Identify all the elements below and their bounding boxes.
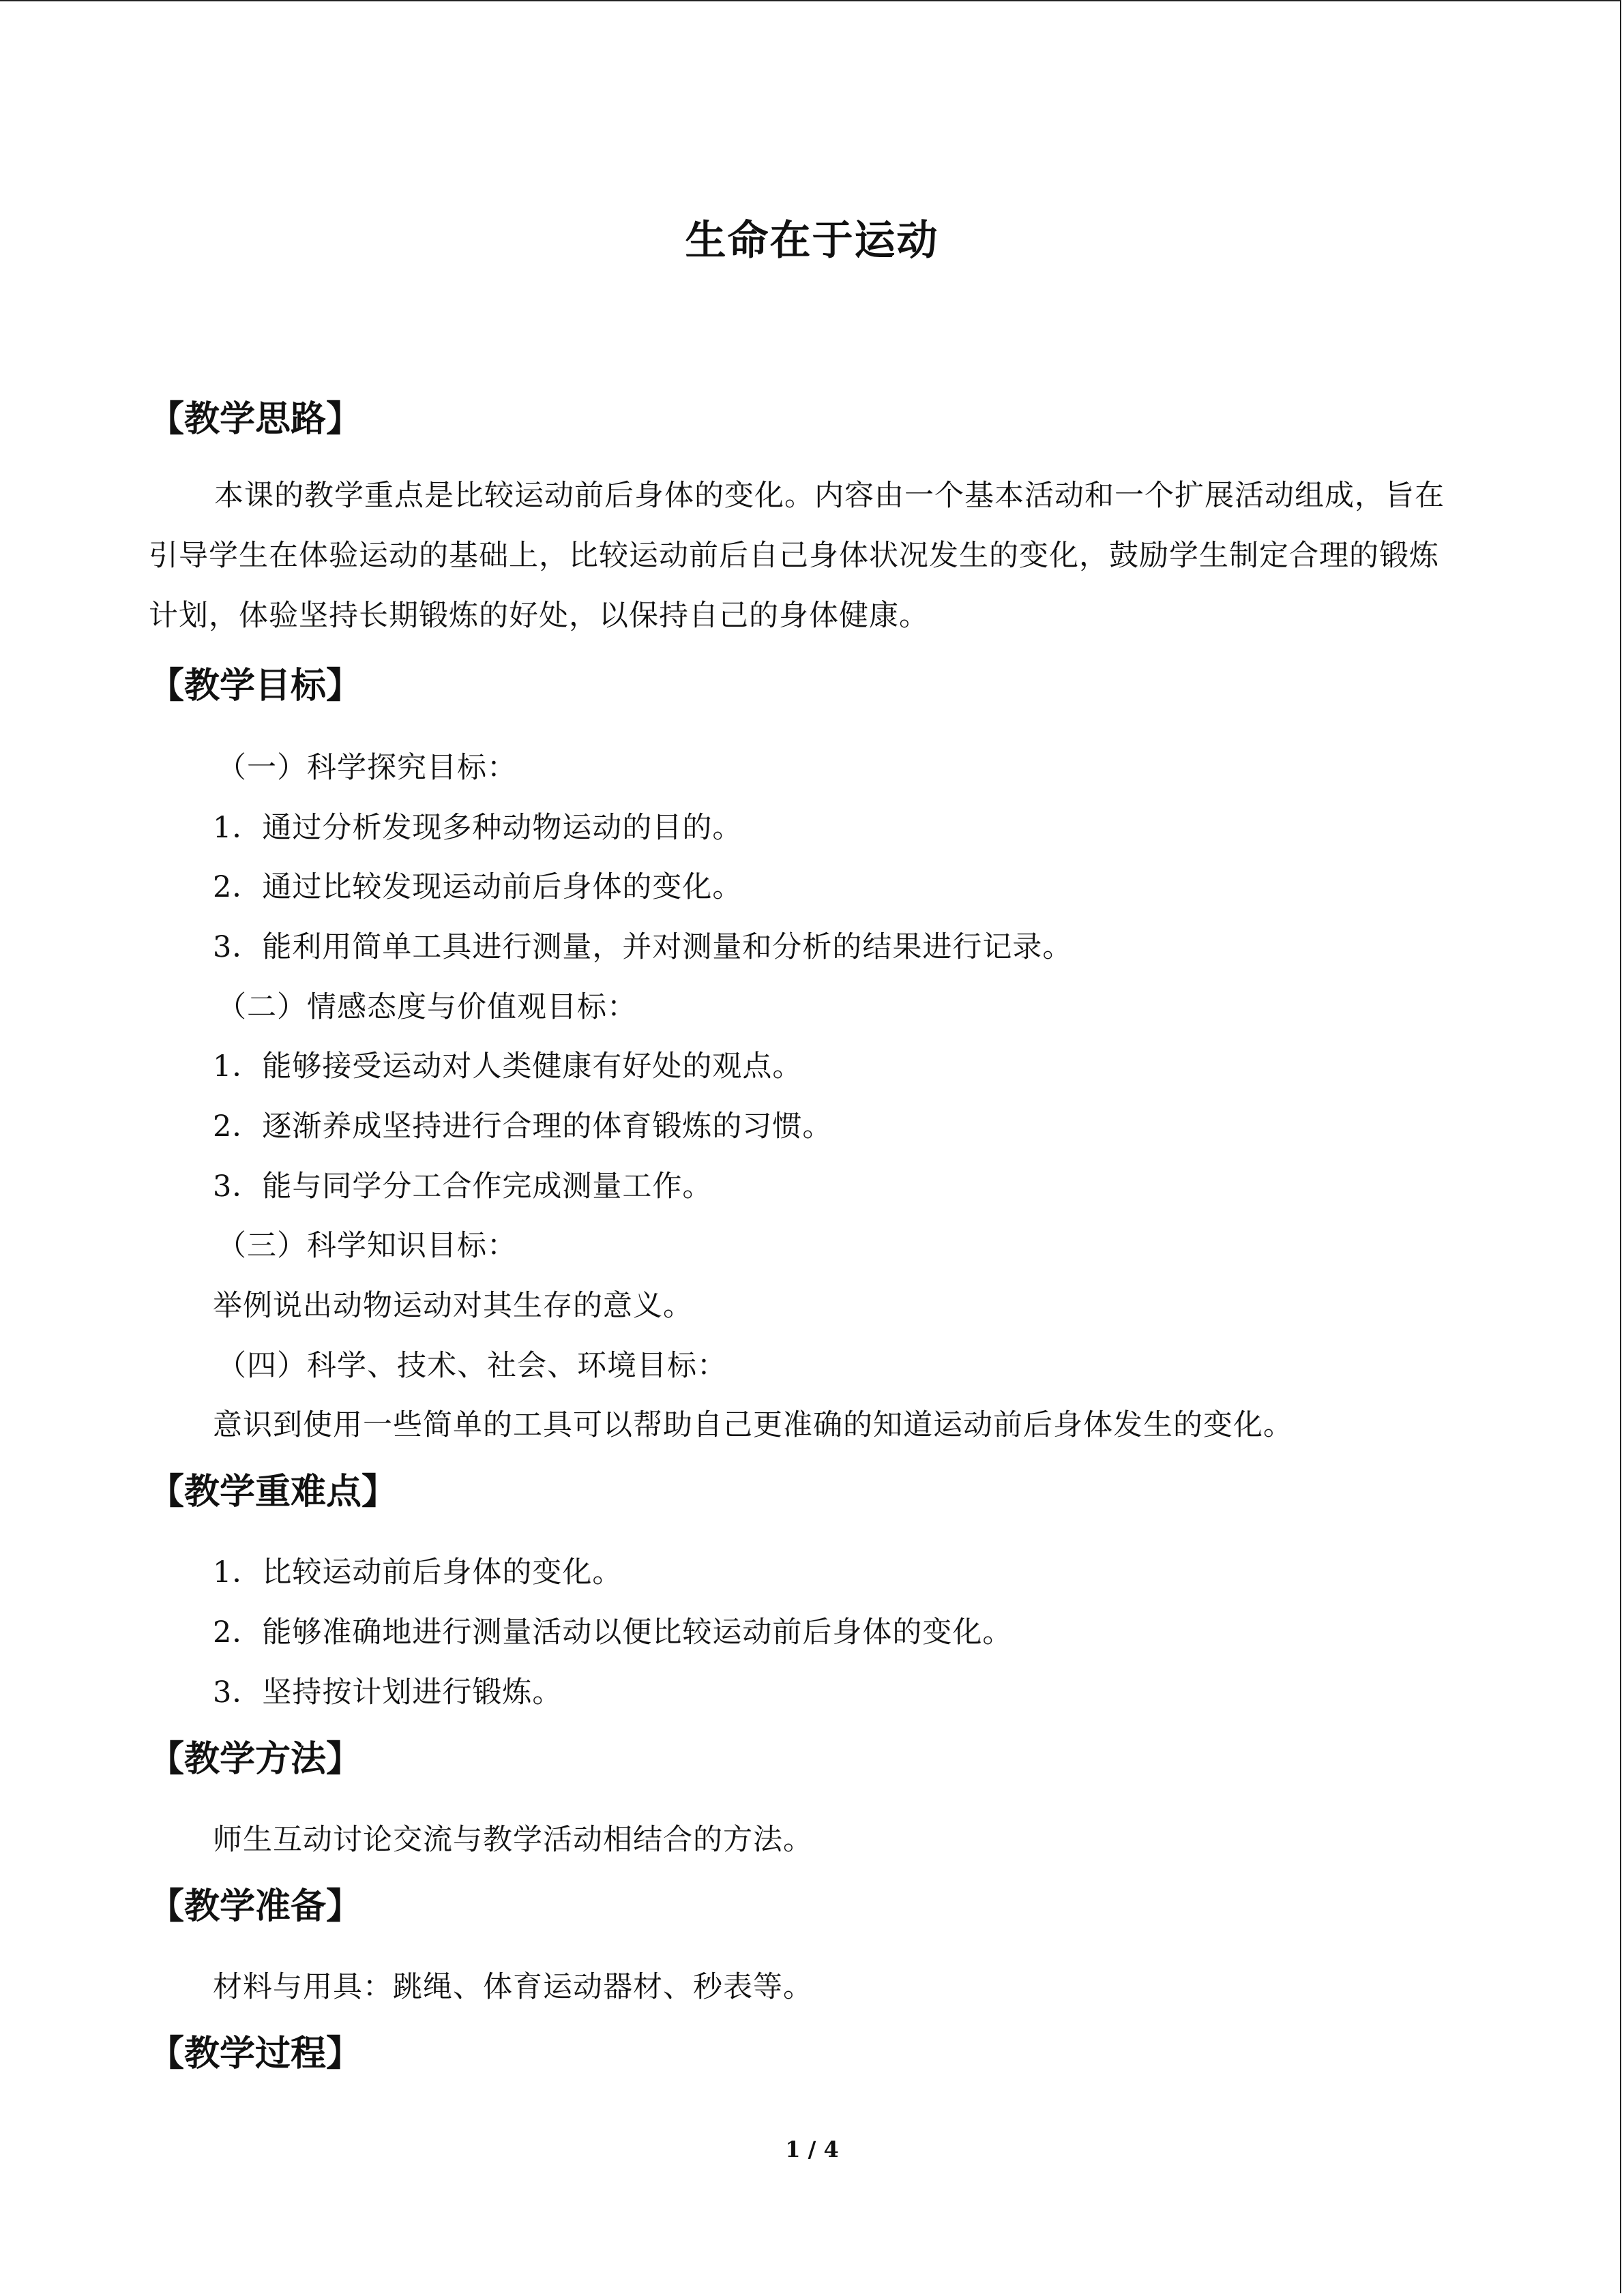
key-point-line: 2．能够准确地进行测量活动以便比较运动前后身体的变化。: [213, 1615, 1013, 1650]
objective-line: （三）科学知识目标：: [217, 1229, 517, 1263]
objective-line: 3．能利用简单工具进行测量，并对测量和分析的结果进行记录。: [213, 930, 1073, 964]
objective-line: （二）情感态度与价值观目标：: [217, 990, 637, 1024]
heading-teaching-approach: 【教学思路】: [149, 399, 362, 440]
key-point-line: 3．坚持按计划进行锻炼。: [213, 1675, 563, 1710]
objective-line: 举例说出动物运动对其生存的意义。: [213, 1289, 693, 1323]
key-point-line: 1．比较运动前后身体的变化。: [213, 1555, 623, 1590]
document-title: 生命在于运动: [685, 217, 939, 265]
objective-line: 3．能与同学分工合作完成测量工作。: [213, 1169, 713, 1204]
methods-text: 师生互动讨论交流与教学活动相结合的方法。: [213, 1823, 813, 1857]
preparation-text: 材料与用具：跳绳、体育运动器材、秒表等。: [213, 1970, 813, 2004]
heading-teaching-methods: 【教学方法】: [149, 1739, 362, 1780]
approach-paragraph: 本课的教学重点是比较运动前后身体的变化。内容由一个基本活动和一个扩展活动组成，旨在引导学生在体验运动的基础上，比较运动前后自己身体状况发生的变化，鼓励学生制定合理的锻炼计划，体验坚持长期锻炼的好处，以保持自己的身体健康。: [149, 479, 1445, 633]
heading-key-points: 【教学重难点】: [149, 1472, 398, 1512]
page-number: 1 / 4: [785, 2136, 839, 2162]
objective-line: （四）科学、技术、社会、环境目标：: [217, 1349, 727, 1383]
objective-line: 1．通过分析发现多种动物运动的目的。: [213, 811, 743, 845]
heading-teaching-process: 【教学过程】: [149, 2033, 362, 2074]
objective-line: 1．能够接受运动对人类健康有好处的观点。: [213, 1049, 803, 1084]
objective-line: 2．逐渐养成坚持进行合理的体育锻炼的习惯。: [213, 1109, 833, 1144]
objective-line: （一）科学探究目标：: [217, 751, 517, 785]
objective-line: 意识到使用一些简单的工具可以帮助自己更准确的知道运动前后身体发生的变化。: [213, 1408, 1293, 1442]
heading-teaching-preparation: 【教学准备】: [149, 1886, 362, 1927]
objective-line: 2．通过比较发现运动前后身体的变化。: [213, 870, 743, 904]
heading-teaching-objectives: 【教学目标】: [149, 666, 362, 706]
